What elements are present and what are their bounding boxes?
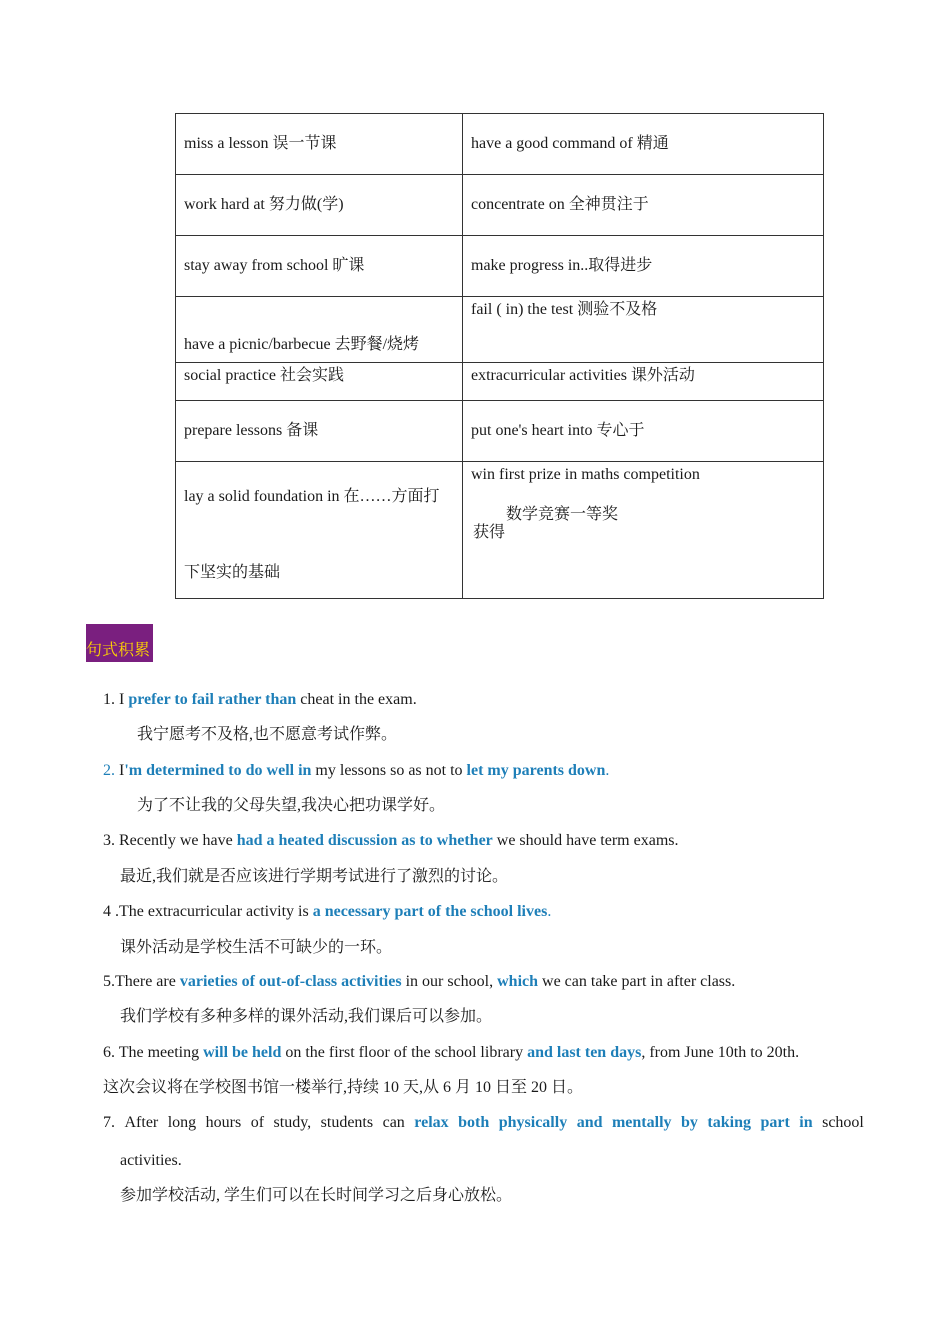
word: hours bbox=[205, 1114, 242, 1131]
table-cell: prepare lessons 备课 bbox=[176, 401, 463, 462]
key-phrase: and last ten days bbox=[527, 1044, 642, 1061]
cell-line: win first prize in maths competition bbox=[471, 466, 700, 483]
table-row bbox=[176, 236, 824, 297]
text: 3. Recently we have bbox=[103, 832, 237, 849]
key-phrase: prefer to fail rather than bbox=[128, 691, 297, 708]
word: long bbox=[167, 1114, 197, 1131]
table-cell: miss a lesson 误一节课 bbox=[176, 114, 463, 175]
word: of bbox=[250, 1114, 265, 1131]
sentence-4 bbox=[103, 902, 551, 922]
key-phrase: a necessary part of the school lives bbox=[312, 903, 548, 920]
sentence-2 bbox=[103, 761, 609, 781]
key-phrase: taking bbox=[707, 1114, 751, 1131]
table-cell bbox=[463, 462, 824, 599]
table-cell: extracurricular activities 课外活动 bbox=[463, 363, 824, 401]
text: . bbox=[605, 762, 610, 779]
text: 2. bbox=[103, 762, 119, 779]
table-cell: put one's heart into 专心于 bbox=[463, 401, 824, 462]
translation-3: 最近,我们就是否应该进行学期考试进行了激烈的讨论。 bbox=[120, 868, 509, 885]
table-cell: have a good command of 精通 bbox=[463, 114, 824, 175]
table-cell: have a picnic/barbecue 去野餐/烧烤 bbox=[176, 297, 463, 363]
text: 4 .The extracurricular activity is bbox=[103, 903, 313, 920]
translation-6: 这次会议将在学校图书馆一楼举行,持续 10 天,从 6 月 10 日至 20 日。 bbox=[103, 1079, 584, 1096]
text: 5.There are bbox=[103, 973, 180, 990]
text: we should have term exams. bbox=[492, 832, 679, 849]
vocabulary-table bbox=[175, 113, 824, 599]
text: . bbox=[547, 903, 552, 920]
cell-line: lay a solid foundation in 在……方面打 bbox=[184, 488, 440, 505]
text: we can take part in after class. bbox=[538, 973, 736, 990]
sentence-7 bbox=[103, 1113, 864, 1133]
table-cell: make progress in..取得进步 bbox=[463, 236, 824, 297]
key-phrase: in bbox=[799, 1114, 813, 1131]
translation-5: 我们学校有多种多样的课外活动,我们课后可以参加。 bbox=[120, 1008, 493, 1025]
word: can bbox=[382, 1114, 405, 1131]
translation-2: 为了不让我的父母失望,我决心把功课学好。 bbox=[137, 797, 446, 814]
sentence-5 bbox=[103, 972, 735, 992]
text: on the first floor of the school library bbox=[281, 1044, 528, 1061]
text: , from June 10th to 20th. bbox=[641, 1044, 800, 1061]
sentence-3 bbox=[103, 831, 679, 851]
table-row bbox=[176, 363, 824, 401]
translation-7: 参加学校活动, 学生们可以在长时间学习之后身心放松。 bbox=[120, 1187, 513, 1204]
key-phrase: varieties of out-of-class activities bbox=[179, 973, 402, 990]
table-cell: concentrate on 全神贯注于 bbox=[463, 175, 824, 236]
table-row bbox=[176, 175, 824, 236]
key-phrase: had a heated discussion as to whether bbox=[236, 832, 493, 849]
word: After bbox=[124, 1114, 159, 1131]
table-cell: social practice 社会实践 bbox=[176, 363, 463, 401]
table-cell: fail ( in) the test 测验不及格 bbox=[463, 297, 824, 363]
key-phrase: relax bbox=[414, 1114, 449, 1131]
key-phrase: will be held bbox=[203, 1044, 282, 1061]
key-phrase: part bbox=[760, 1114, 790, 1131]
word: 7. bbox=[103, 1114, 115, 1131]
translation-1: 我宁愿考不及格,也不愿意考试作弊。 bbox=[137, 726, 398, 743]
sentence-1 bbox=[103, 690, 417, 710]
sentence-7-continuation: activities. bbox=[120, 1152, 182, 1169]
word: students bbox=[320, 1114, 374, 1131]
sentence-6 bbox=[103, 1043, 799, 1063]
key-phrase: which bbox=[497, 973, 539, 990]
text: my lessons so as not to bbox=[311, 762, 467, 779]
key-phrase: both bbox=[458, 1114, 490, 1131]
word: study, bbox=[273, 1114, 312, 1131]
table-row bbox=[176, 114, 824, 175]
section-title: 句式积累 bbox=[86, 624, 153, 662]
key-phrase: and bbox=[576, 1114, 603, 1131]
text: 1. I bbox=[103, 691, 129, 708]
table-row bbox=[176, 297, 824, 363]
cell-line: 数学竞赛一等奖 bbox=[506, 506, 619, 523]
text: I bbox=[119, 762, 125, 779]
table-row bbox=[176, 401, 824, 462]
key-phrase: 'm determined to do well in bbox=[124, 762, 312, 779]
word: school bbox=[822, 1114, 864, 1131]
text: in our school, bbox=[401, 973, 498, 990]
table-row bbox=[176, 462, 824, 599]
cell-line: 下坚实的基础 bbox=[184, 564, 281, 581]
key-phrase: let my parents down bbox=[466, 762, 606, 779]
table-cell: stay away from school 旷课 bbox=[176, 236, 463, 297]
table-cell bbox=[176, 462, 463, 599]
key-phrase: physically bbox=[498, 1114, 568, 1131]
key-phrase: mentally bbox=[611, 1114, 672, 1131]
text: 6. The meeting bbox=[103, 1044, 204, 1061]
translation-4: 课外活动是学校生活不可缺少的一环。 bbox=[120, 939, 393, 956]
cell-line: 获得 bbox=[473, 524, 506, 541]
table-cell: work hard at 努力做(学) bbox=[176, 175, 463, 236]
key-phrase: by bbox=[681, 1114, 698, 1131]
text: cheat in the exam. bbox=[296, 691, 417, 708]
